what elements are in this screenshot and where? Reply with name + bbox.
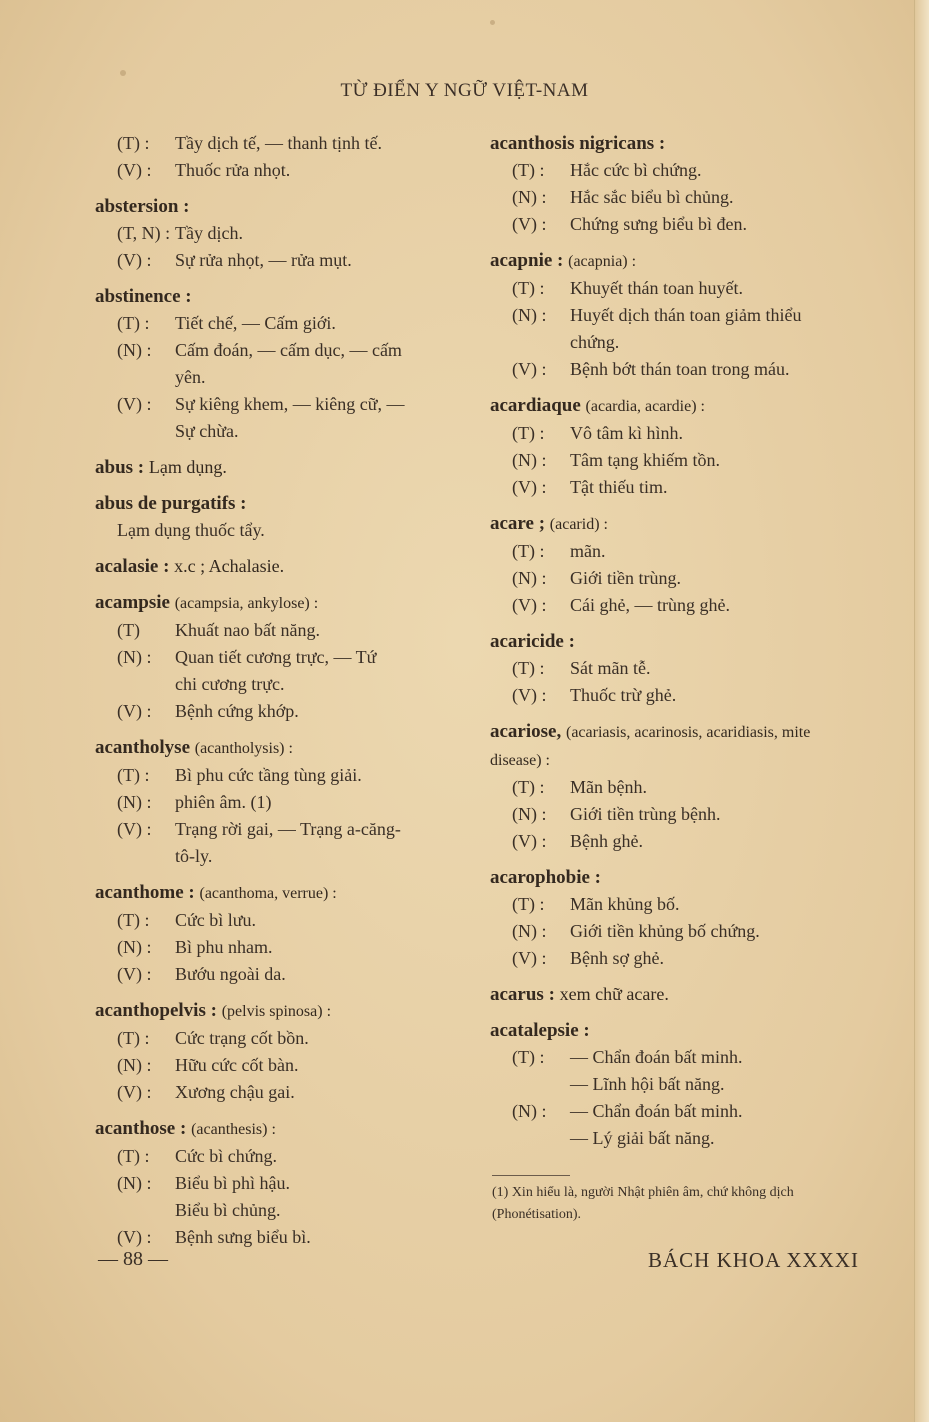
entry-headline (490, 247, 862, 275)
definition-text: Chứng sưng biểu bì đen. (570, 214, 748, 234)
definition-line (95, 698, 467, 725)
entry-note: (acantholysis) : (194, 740, 293, 757)
definition-text: Hữu cức cốt bàn. (175, 1055, 299, 1075)
language-label: (T) : (117, 765, 150, 785)
entry-headline (95, 734, 467, 762)
entry-headline (490, 864, 862, 891)
definition-text: Khuất nao bất năng. (175, 620, 320, 640)
definition-text: Bệnh ghẻ. (570, 831, 643, 851)
right-column (490, 130, 862, 1161)
dictionary-entry (95, 997, 467, 1106)
definition-line (95, 1025, 467, 1052)
definition-text: Hắc cức bì chứng. (570, 160, 702, 180)
definition-continuation: Biểu bì chủng. (175, 1200, 281, 1220)
entry-headword: acanthosis nigricans : (490, 133, 666, 154)
definition-line (490, 918, 862, 945)
entry-headword: abstersion : (95, 196, 190, 217)
entry-headline (95, 283, 467, 310)
entry-headline (95, 553, 467, 580)
language-label: (T) : (117, 133, 150, 153)
dictionary-entry (490, 130, 862, 238)
entry-headline (490, 510, 862, 538)
dictionary-entry (490, 981, 862, 1008)
definition-text: Hắc sắc biểu bì chủng. (570, 187, 734, 207)
definition-text: Lạm dụng thuốc tẩy. (117, 520, 265, 540)
entry-headline (95, 454, 467, 481)
language-label: (T) : (512, 423, 545, 443)
definition-line (490, 891, 862, 918)
language-label: (V) : (117, 1227, 152, 1247)
definition-line (490, 447, 862, 474)
language-label: (V) : (512, 359, 547, 379)
language-label: (T) : (512, 894, 545, 914)
language-label: (N) : (117, 1055, 152, 1075)
dictionary-entry (95, 283, 467, 445)
language-label: (V) : (117, 701, 152, 721)
definition-line (95, 644, 467, 671)
language-label: (N) : (512, 450, 547, 470)
definition-line (95, 934, 467, 961)
definition-text: Mãn khủng bố. (570, 894, 680, 914)
definition-line (95, 337, 467, 364)
dictionary-entry (490, 392, 862, 501)
dictionary-entry (95, 589, 467, 725)
definition-text: Thuốc rửa nhọt. (175, 160, 291, 180)
definition-continuation: tô-ly. (175, 846, 213, 866)
definition-line (490, 420, 862, 447)
definition-text: Tầy dịch tế, — thanh tịnh tế. (175, 133, 382, 153)
entry-headword: acanthopelvis : (95, 1000, 217, 1021)
definition-line (490, 801, 862, 828)
entry-headline (95, 193, 467, 220)
language-label: (T, N) : (117, 223, 171, 243)
page-number: — 88 — (98, 1248, 168, 1270)
definition-line (95, 617, 467, 644)
definition-line (490, 828, 862, 855)
definition-text: Bướu ngoài da. (175, 964, 286, 984)
language-label: (V) : (117, 1082, 152, 1102)
entry-headword: acare ; (490, 513, 546, 534)
entry-headword: acanthome : (95, 882, 195, 903)
definition-line (95, 1079, 467, 1106)
entry-note: (acariasis, acarinosis, acaridiasis, mite disease) : (490, 724, 811, 769)
language-label: (N) : (512, 921, 547, 941)
entry-inline-gloss: Lạm dụng. (148, 457, 227, 477)
entry-headline (490, 981, 862, 1008)
entry-headword: abus : (95, 457, 145, 478)
definition-line (95, 1170, 467, 1197)
definition-text: Cức trạng cốt bồn. (175, 1028, 309, 1048)
language-label: (N) : (117, 340, 152, 360)
definition-line (490, 211, 862, 238)
definition-line (95, 517, 467, 544)
entry-headline (95, 879, 467, 907)
definition-line (490, 655, 862, 682)
entry-headline (490, 392, 862, 420)
definition-text: Giới tiền trùng bệnh. (570, 804, 721, 824)
entry-note: (acanthesis) : (191, 1121, 276, 1138)
definition-line (95, 789, 467, 816)
entry-headword: acanthose : (95, 1118, 187, 1139)
definition-text: Xương chậu gai. (175, 1082, 295, 1102)
entry-headword: acatalepsie : (490, 1020, 590, 1041)
language-label: (N) : (512, 1101, 547, 1121)
definition-line (490, 474, 862, 501)
definition-continuation: yên. (175, 367, 206, 387)
language-label: (T) (117, 620, 140, 640)
entry-note: (pelvis spinosa) : (221, 1003, 332, 1020)
definition-line (490, 157, 862, 184)
entry-headword: acampsie (95, 592, 170, 613)
definition-continuation: chi cương trực. (175, 674, 285, 694)
definition-text: Vô tâm kì hình. (570, 423, 683, 443)
language-label: (T) : (117, 313, 150, 333)
entry-headline (490, 130, 862, 157)
entry-note: (acapnia) : (568, 253, 637, 270)
definition-line (490, 1044, 862, 1071)
entry-inline-gloss: xem chữ acare. (559, 984, 669, 1004)
dictionary-entry (95, 553, 467, 580)
definition-text: Bì phu cức tầng tùng giải. (175, 765, 362, 785)
language-label: (T) : (512, 658, 545, 678)
definition-text: — Chẩn đoán bất minh. (570, 1101, 743, 1121)
language-label: (V) : (117, 250, 152, 270)
definition-text: phiên âm. (1) (175, 792, 272, 812)
entry-inline-gloss: x.c ; Achalasie. (174, 556, 285, 576)
definition-text: Bì phu nham. (175, 937, 273, 957)
language-label: (N) : (117, 647, 152, 667)
entry-note: (acanthoma, verrue) : (199, 885, 337, 902)
entry-headword: acarus : (490, 984, 555, 1005)
definition-text: Mãn bệnh. (570, 777, 647, 797)
entry-headline (490, 1017, 862, 1044)
page-edge (914, 0, 929, 1422)
entry-headline (490, 718, 862, 774)
entry-headword: acarophobie : (490, 867, 602, 888)
language-label: (V) : (512, 831, 547, 851)
definition-text: Trạng rời gai, — Trạng a-căng- (175, 819, 401, 839)
definition-text: Tâm tạng khiếm tồn. (570, 450, 720, 470)
definition-text: Bệnh cứng khớp. (175, 701, 299, 721)
language-label: (N) : (512, 305, 547, 325)
dictionary-entry (490, 247, 862, 383)
language-label: (V) : (512, 948, 547, 968)
entry-headword: abus de purgatifs : (95, 493, 247, 514)
definition-text: Tật thiếu tim. (570, 477, 668, 497)
page-header: TỪ ĐIỂN Y NGỮ VIỆT-NAM (340, 80, 589, 101)
definition-line (95, 391, 467, 418)
language-label: (V) : (512, 685, 547, 705)
dictionary-entry (490, 1017, 862, 1152)
language-label: (T) : (117, 910, 150, 930)
left-column (95, 130, 467, 1260)
entry-headword: acardiaque (490, 395, 581, 416)
definition-text: Bệnh bớt thán toan trong máu. (570, 359, 790, 379)
language-label: (V) : (117, 160, 152, 180)
language-label: (N) : (512, 804, 547, 824)
language-label: (T) : (117, 1146, 150, 1166)
entry-headline (95, 589, 467, 617)
language-label: (T) : (512, 278, 545, 298)
definition-text: Tiết chế, — Cấm giới. (175, 313, 336, 333)
definition-text: Sự rửa nhọt, — rửa mụt. (175, 250, 352, 270)
definition-line (490, 538, 862, 565)
dictionary-entry (490, 510, 862, 619)
definition-line (490, 592, 862, 619)
definition-line (490, 682, 862, 709)
definition-line (490, 774, 862, 801)
language-label: (V) : (117, 819, 152, 839)
definition-line (490, 565, 862, 592)
dictionary-entry (95, 734, 467, 870)
definition-line (490, 356, 862, 383)
definition-line (490, 184, 862, 211)
definition-line (95, 1224, 467, 1251)
definition-line (490, 302, 862, 329)
definition-continuation: — Lý giải bất năng. (570, 1128, 715, 1148)
entry-note: (acampsia, ankylose) : (174, 595, 319, 612)
definition-text: Bệnh sợ ghẻ. (570, 948, 665, 968)
definition-text: Thuốc trừ ghẻ. (570, 685, 677, 705)
dictionary-entry (95, 193, 467, 274)
paper-stain (490, 20, 495, 25)
definition-line (490, 1098, 862, 1125)
paper-stain (120, 70, 126, 76)
language-label: (N) : (117, 937, 152, 957)
language-label: (N) : (512, 568, 547, 588)
definition-line (95, 220, 467, 247)
definition-line (95, 247, 467, 274)
definition-text: Giới tiền trùng. (570, 568, 682, 588)
entry-headline (95, 1115, 467, 1143)
language-label: (N) : (117, 792, 152, 812)
definition-line (490, 275, 862, 302)
definition-text: Sát mãn tễ. (570, 658, 651, 678)
entry-headline (95, 490, 467, 517)
dictionary-entry (490, 864, 862, 972)
definition-line (95, 157, 467, 184)
definition-text: Sự kiêng khem, — kiêng cữ, — (175, 394, 405, 414)
definition-line (95, 907, 467, 934)
definition-text: Tầy dịch. (175, 223, 243, 243)
dictionary-entry (95, 454, 467, 481)
definition-text: Khuyết thán toan huyết. (570, 278, 743, 298)
definition-line (95, 762, 467, 789)
definition-text: Cức bì chứng. (175, 1146, 277, 1166)
definition-line (95, 310, 467, 337)
entry-headword: acariose, (490, 721, 562, 742)
definition-text: mãn. (570, 541, 606, 561)
dictionary-entry (95, 1115, 467, 1251)
entry-headword: acantholyse (95, 737, 190, 758)
language-label: (V) : (117, 394, 152, 414)
language-label: (N) : (117, 1173, 152, 1193)
definition-line (95, 130, 467, 157)
entry-note: (acarid) : (549, 516, 608, 533)
language-label: (T) : (512, 160, 545, 180)
definition-continuation: chứng. (570, 332, 620, 352)
dictionary-entry (490, 628, 862, 709)
language-label: (V) : (117, 964, 152, 984)
issue-title: BÁCH KHOA XXXXI (647, 1248, 859, 1272)
entry-headword: acapnie : (490, 250, 564, 271)
entry-headword: abstinence : (95, 286, 192, 307)
definition-text: Cức bì lưu. (175, 910, 257, 930)
language-label: (N) : (512, 187, 547, 207)
footnote-rule (492, 1175, 570, 1176)
definition-line (95, 1052, 467, 1079)
language-label: (T) : (512, 777, 545, 797)
language-label: (V) : (512, 214, 547, 234)
definition-continuation: Sự chừa. (175, 421, 239, 441)
footnote: (1) Xin hiểu là, người Nhật phiên âm, chứ không dịch (Phonétisation). (492, 1185, 794, 1222)
language-label: (T) : (512, 541, 545, 561)
definition-text: Cái ghẻ, — trùng ghẻ. (570, 595, 730, 615)
definition-line (95, 961, 467, 988)
language-label: (V) : (512, 595, 547, 615)
language-label: (T) : (512, 1047, 545, 1067)
definition-text: Cấm đoán, — cấm dục, — cấm (175, 340, 402, 360)
definition-text: Biểu bì phì hậu. (175, 1173, 290, 1193)
definition-text: Giới tiền khủng bố chứng. (570, 921, 760, 941)
entry-headline (490, 628, 862, 655)
dictionary-entry (95, 879, 467, 988)
entry-headword: acaricide : (490, 631, 575, 652)
definition-line (95, 1143, 467, 1170)
entry-note: (acardia, acardie) : (585, 398, 705, 415)
entry-headline (95, 997, 467, 1025)
definition-text: Huyết dịch thán toan giảm thiểu (570, 305, 802, 325)
definition-line (95, 816, 467, 843)
dictionary-entry (95, 130, 467, 184)
definition-text: Bệnh sưng biểu bì. (175, 1227, 311, 1247)
language-label: (V) : (512, 477, 547, 497)
definition-line (490, 945, 862, 972)
dictionary-entry (490, 718, 862, 855)
dictionary-entry (95, 490, 467, 544)
language-label: (T) : (117, 1028, 150, 1048)
entry-headword: acalasie : (95, 556, 170, 577)
definition-text: Quan tiết cương trực, — Tứ (175, 647, 377, 667)
definition-text: — Chẩn đoán bất minh. (570, 1047, 743, 1067)
definition-continuation: — Lĩnh hội bất năng. (570, 1074, 725, 1094)
